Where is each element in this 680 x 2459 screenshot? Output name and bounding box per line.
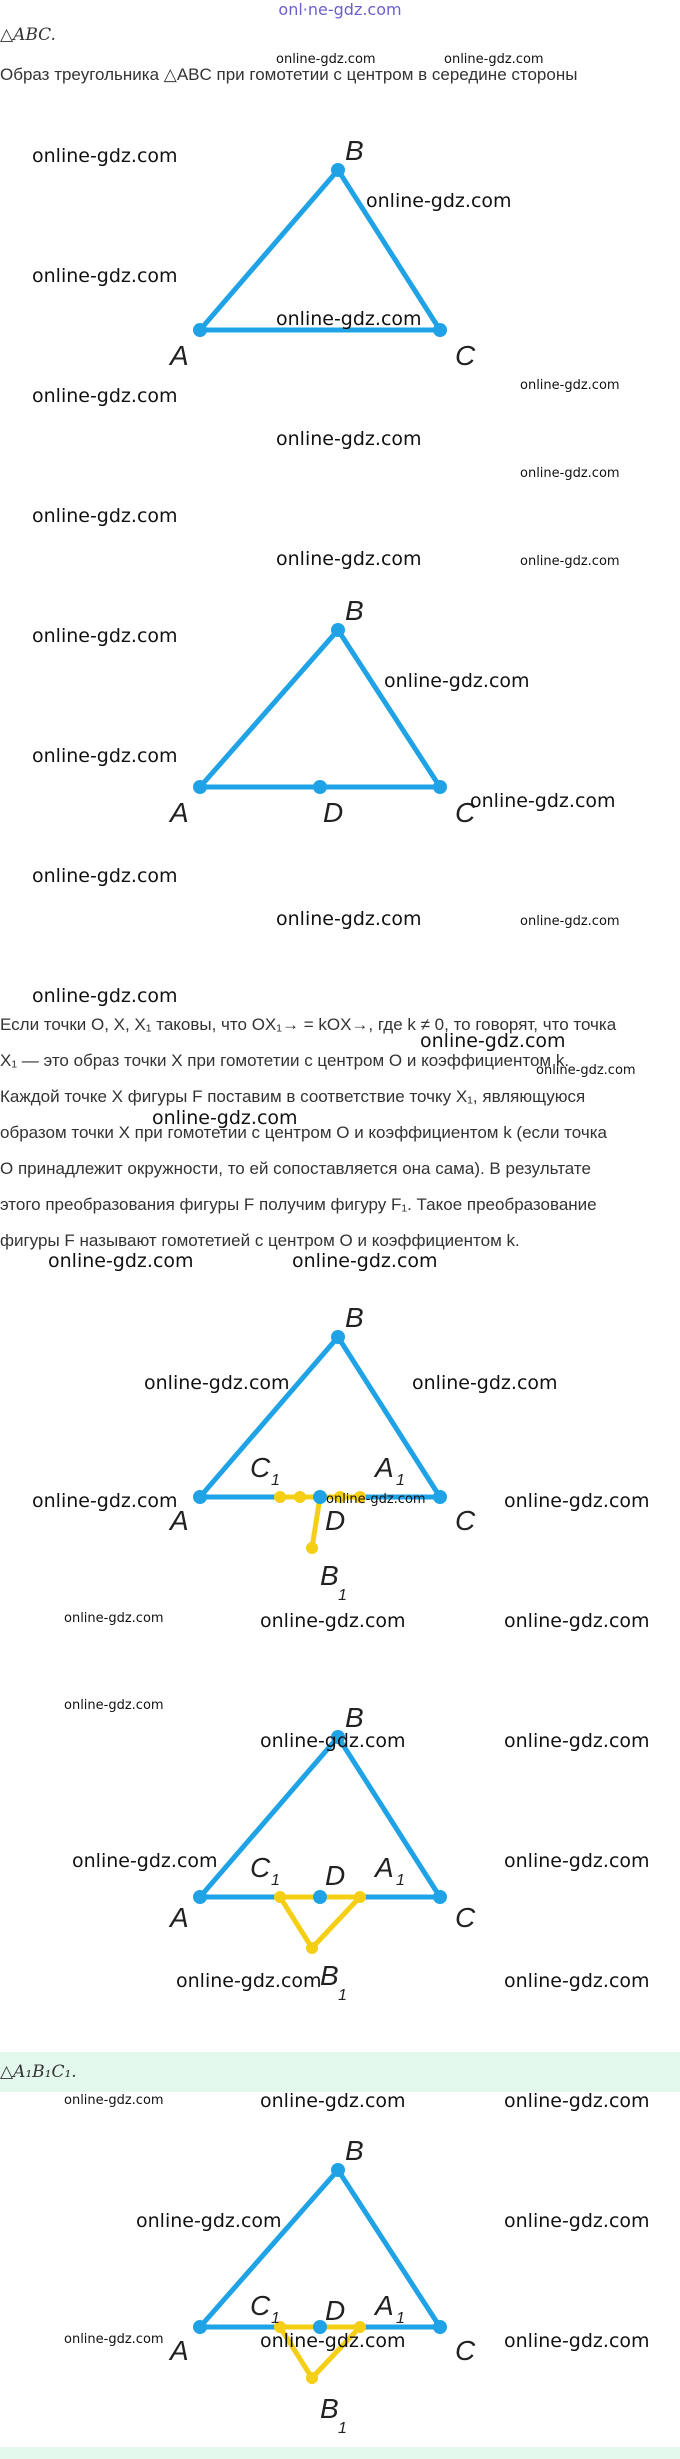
watermark: online-gdz.com (366, 190, 512, 212)
svg-text:C: C (455, 1505, 476, 1536)
svg-text:B: B (345, 595, 364, 626)
watermark: online-gdz.com (444, 52, 544, 67)
watermark: online-gdz.com (504, 2330, 650, 2352)
site-link[interactable]: onl·ne-gdz.com (278, 0, 402, 19)
svg-text:C: C (455, 1902, 476, 1933)
figure-triangle-abc (168, 135, 476, 371)
definition-line-5: O принадлежит окружности, то ей сопоставляется она сама). В результате (0, 1159, 591, 1178)
answer-bar (0, 2052, 680, 2092)
watermark: online-gdz.com (520, 378, 620, 393)
watermark: online-gdz.com (64, 2093, 164, 2108)
label-a: A (170, 340, 189, 371)
svg-text:C: C (250, 1452, 271, 1483)
answer-bar-bottom (0, 2447, 680, 2459)
watermark: online-gdz.com (504, 1970, 650, 1992)
point-d (313, 780, 327, 794)
watermark: online-gdz.com (32, 265, 178, 287)
svg-text:C: C (250, 2290, 271, 2321)
watermark: online-gdz.com (504, 1730, 650, 1752)
watermark: online-gdz.com (412, 1372, 558, 1394)
svg-text:C: C (455, 797, 476, 828)
watermark: online-gdz.com (32, 985, 178, 1007)
svg-text:B: B (345, 2135, 364, 2166)
figure-homothety-1 (168, 1302, 476, 1604)
svg-text:A: A (375, 1452, 394, 1483)
definition-line-1: Если точки O, X, X₁ таковы, что OX₁→ = kOX→, где k ≠ 0, то говорят, что точка (0, 1015, 617, 1034)
point-a (193, 323, 207, 337)
watermark: online-gdz.com (520, 466, 620, 481)
definition-line-3: Каждой точке X фигуры F поставим в соответствие точку X₁, являющуюся (0, 1087, 586, 1106)
svg-text:1: 1 (271, 1872, 280, 1889)
definition-line-2: X₁ — это образ точки X при гомотетии с центром O и коэффициентом k. (0, 1051, 570, 1070)
watermark: online-gdz.com (32, 745, 178, 767)
definition-line-7: фигуры F называют гомотетией с центром O и коэффициентом k. (0, 1231, 520, 1250)
svg-text:1: 1 (338, 1987, 347, 2004)
watermark: online-gdz.com (176, 1970, 322, 1992)
watermark: online-gdz.com (48, 1250, 194, 1272)
svg-text:A: A (170, 1902, 189, 1933)
watermark: online-gdz.com (520, 554, 620, 569)
watermark: online-gdz.com (136, 2210, 282, 2232)
svg-text:B: B (345, 1302, 364, 1333)
watermark: online-gdz.com (470, 790, 616, 812)
svg-text:B: B (320, 2393, 339, 2424)
watermark: online-gdz.com (260, 2090, 406, 2112)
answer-title: △A₁B₁C₁. (0, 2062, 77, 2082)
watermark: online-gdz.com (276, 428, 422, 450)
watermark: online-gdz.com (292, 1250, 438, 1272)
svg-text:1: 1 (271, 1472, 280, 1489)
watermark: online-gdz.com (32, 1490, 178, 1512)
definition-line-6: этого преобразования фигуры F получим фигуру F₁. Такое преобразование (0, 1195, 597, 1214)
svg-text:1: 1 (396, 1872, 405, 1889)
watermark: online-gdz.com (504, 1850, 650, 1872)
watermark: online-gdz.com (276, 908, 422, 930)
svg-text:A: A (375, 2290, 394, 2321)
watermark: online-gdz.com (64, 1698, 164, 1713)
label-d: D (323, 797, 344, 828)
watermark: online-gdz.com (64, 2332, 164, 2347)
watermark: online-gdz.com (32, 865, 178, 887)
watermark: online-gdz.com (64, 1611, 164, 1626)
watermark: online-gdz.com (504, 2210, 650, 2232)
svg-text:B: B (320, 1560, 339, 1591)
svg-text:A: A (375, 1852, 394, 1883)
watermark: online-gdz.com (504, 1610, 650, 1632)
watermark: online-gdz.com (144, 1372, 290, 1394)
watermark: online-gdz.com (276, 548, 422, 570)
svg-text:B: B (345, 1702, 364, 1733)
watermark: online-gdz.com (260, 2330, 406, 2352)
watermark: online-gdz.com (72, 1850, 218, 1872)
svg-text:A: A (170, 1505, 189, 1536)
svg-text:1: 1 (396, 2310, 405, 2327)
watermark: online-gdz.com (504, 2090, 650, 2112)
figure-answer (168, 2135, 476, 2437)
watermark: online-gdz.com (32, 505, 178, 527)
svg-text:D: D (325, 2295, 346, 2326)
svg-text:B: B (320, 1960, 339, 1991)
svg-text:C: C (250, 1852, 271, 1883)
intro-line: Образ треугольника △ABC при гомотетии с центром в середине стороны (0, 65, 578, 84)
svg-text:1: 1 (338, 1587, 347, 1604)
svg-text:1: 1 (396, 1472, 405, 1489)
watermark: online-gdz.com (384, 670, 530, 692)
point-b (331, 163, 345, 177)
figure-triangle-abcd (168, 595, 476, 828)
svg-text:D: D (325, 1505, 346, 1536)
point-c (433, 323, 447, 337)
watermark: online-gdz.com (276, 308, 422, 330)
watermark: online-gdz.com (276, 52, 376, 67)
svg-text:1: 1 (271, 2310, 280, 2327)
label-b: B (345, 135, 364, 166)
svg-text:1: 1 (338, 2420, 347, 2437)
svg-text:C: C (455, 2335, 476, 2366)
watermark: online-gdz.com (32, 385, 178, 407)
watermark: online-gdz.com (536, 1063, 636, 1078)
svg-text:A: A (170, 797, 189, 828)
definition-line-4: образом точки X при гомотетии с центром O и коэффициентом k (если точка (0, 1123, 607, 1142)
watermark: online-gdz.com (326, 1492, 426, 1507)
watermark: online-gdz.com (504, 1490, 650, 1512)
intro-title: △ABC. (0, 25, 56, 45)
watermark: online-gdz.com (32, 625, 178, 647)
watermark: online-gdz.com (420, 1030, 566, 1052)
watermark: online-gdz.com (520, 914, 620, 929)
watermark: online-gdz.com (260, 1730, 406, 1752)
watermark: online-gdz.com (32, 145, 178, 167)
watermark: online-gdz.com (260, 1610, 406, 1632)
svg-text:A: A (170, 2335, 189, 2366)
watermark: online-gdz.com (152, 1107, 298, 1129)
label-c: C (455, 340, 476, 371)
svg-text:D: D (325, 1860, 346, 1891)
